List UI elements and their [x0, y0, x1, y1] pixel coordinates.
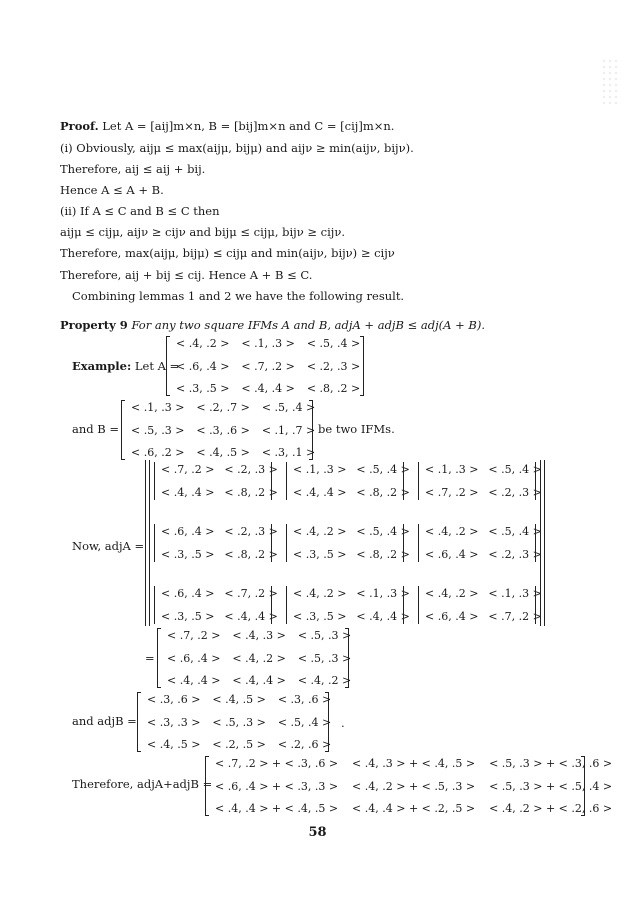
example-head: Example: [72, 359, 132, 373]
cofactor-cell: < .3, .5 > [293, 610, 347, 623]
matrix-adja-cell: < .4, .4 > [167, 674, 221, 687]
matrix-adja-cell: < .5, .3 > [297, 651, 352, 665]
cofactor-row [154, 586, 542, 624]
cofactor-determinant [154, 586, 278, 624]
cofactor-cell: < .5, .4 > [356, 463, 410, 476]
cofactor-cell: < .5, .4 > [488, 525, 542, 538]
matrix-adja-cell: < .7, .2 > [167, 629, 221, 642]
cofactor-determinant [418, 462, 542, 500]
cofactor-cell: < .7, .2 > [488, 610, 542, 623]
cofactor-cell: < .4, .4 > [356, 610, 410, 623]
cofactor-cell: < .6, .4 > [161, 587, 215, 600]
cofactor-determinant [286, 524, 410, 562]
and-b-label: and B = [72, 422, 120, 436]
matrix-sum-cell: < .4, .4 > + < .4, .5 > [215, 802, 339, 815]
cofactor-determinant [418, 524, 542, 562]
proof-line-4: Hence A ≤ A + B. [60, 183, 164, 197]
matrix-adja-cell: < .5, .3 > [297, 629, 352, 642]
matrix-adjb-cell: < .4, .5 > [212, 693, 266, 706]
matrix-adjb-cell: < .3, .3 > [147, 715, 201, 729]
matrix-adjb-cell: < .5, .3 > [212, 715, 266, 729]
matrix-a-cell: < .5, .4 > [306, 337, 361, 350]
cofactor-cell: < .5, .4 > [488, 463, 542, 476]
proof-head: Proof. [60, 119, 99, 133]
proof-line-3: Therefore, aij ≤ aij + bij. [60, 162, 206, 176]
matrix-a-cell: < .2, .3 > [306, 359, 361, 373]
scan-speckle [601, 58, 621, 106]
adjb-period: . [341, 716, 345, 730]
page-number: 58 [308, 825, 327, 840]
proof-line-8: Therefore, aij + bij ≤ cij. Hence A + B ≤ C. [60, 268, 313, 282]
cofactor-cell: < .8, .2 > [356, 486, 410, 499]
property-text: For any two square IFMs A and B, adjA + adjB ≤ adj(A + B). [127, 318, 486, 332]
cofactor-row [154, 524, 542, 562]
matrix-a-cell: < .4, .4 > [241, 382, 295, 395]
proof-line-2: (i) Obviously, aijμ ≤ max(aijμ, bijμ) and aijν ≥ min(aijν, bijν). [60, 141, 414, 155]
proof-line-6: aijμ ≤ cijμ, aijν ≥ cijν and bijμ ≤ cijμ, bijν ≥ cijν. [60, 225, 346, 239]
cofactor-cell: < .2, .3 > [224, 525, 278, 538]
cofactor-determinant [154, 462, 278, 500]
matrix-adjb-cell: < .3, .6 > [147, 693, 201, 706]
matrix-sum-cell: < .4, .4 > + < .2, .5 > [352, 802, 476, 815]
adjb-label: and adjB = [72, 714, 137, 728]
matrix-sum-cell: < .4, .2 > + < .5, .3 > [352, 779, 476, 793]
cofactor-cell: < .4, .2 > [293, 587, 347, 600]
cofactor-cell: < .3, .5 > [161, 610, 215, 623]
cofactor-cell: < .1, .3 > [356, 587, 410, 600]
matrix-adjb-cell: < .3, .6 > [277, 693, 332, 706]
cofactor-determinant [418, 586, 542, 624]
proof-line-1 [60, 121, 394, 133]
matrix-a-cell: < .4, .2 > [176, 337, 230, 350]
cofactor-cell: < .7, .2 > [224, 587, 278, 600]
matrix-sum [205, 756, 613, 816]
example-let-a: Let A = [131, 359, 180, 373]
matrix-b-cell: < .5, .4 > [261, 401, 316, 414]
example-label [72, 361, 179, 373]
matrix-b-cell: < .6, .2 > [131, 446, 185, 459]
matrix-adjb-cell: < .4, .5 > [147, 738, 201, 751]
matrix-sum-cell: < .5, .3 > + < .5, .4 > [489, 779, 613, 793]
proof-line-7: Therefore, max(aijμ, bijμ) ≤ cijμ and min(aijν, bijν) ≥ cijν [60, 246, 395, 260]
matrix-b-cell: < .3, .1 > [261, 446, 316, 459]
cofactor-cell: < .8, .2 > [356, 548, 410, 561]
cofactor-cell: < .6, .4 > [161, 525, 215, 538]
cofactor-cell: < .2, .3 > [488, 486, 542, 499]
cofactor-cell: < .7, .2 > [161, 463, 215, 476]
cofactor-cell: < .7, .2 > [425, 486, 479, 499]
cofactor-determinant [286, 462, 410, 500]
cofactor-cell: < .2, .3 > [488, 548, 542, 561]
be-two-ifms: be two IFMs. [318, 422, 395, 436]
matrix-b-cell: < .1, .7 > [261, 423, 316, 437]
cofactor-determinant [286, 586, 410, 624]
adja-label: Now, adjA = [72, 539, 145, 553]
cofactor-cell: < .6, .4 > [425, 610, 479, 623]
matrix-sum-cell: < .7, .2 > + < .3, .6 > [215, 757, 339, 770]
matrix-sum-cell: < .4, .3 > + < .4, .5 > [352, 757, 476, 770]
adja-cofactor-matrix [145, 460, 545, 626]
cofactor-cell: < .4, .4 > [293, 486, 347, 499]
matrix-adja-cell: < .4, .2 > [297, 674, 352, 687]
property-head: Property 9 [60, 318, 128, 332]
matrix-b-cell: < .3, .6 > [196, 423, 250, 437]
cofactor-cell: < .4, .2 > [425, 525, 479, 538]
cofactor-determinant [154, 524, 278, 562]
matrix-b [121, 400, 316, 460]
matrix-sum-cell: < .6, .4 > + < .3, .3 > [215, 779, 339, 793]
matrix-b-cell: < .2, .7 > [196, 401, 250, 414]
sum-label: Therefore, adjA+adjB = [72, 777, 213, 791]
matrix-adjb-cell: < .5, .4 > [277, 715, 332, 729]
matrix-adja-cell: < .4, .3 > [232, 629, 286, 642]
matrix-adjb [137, 692, 332, 752]
cofactor-cell: < .3, .5 > [293, 548, 347, 561]
matrix-adjb-cell: < .2, .6 > [277, 738, 332, 751]
matrix-a [166, 336, 364, 396]
cofactor-cell: < .2, .3 > [224, 463, 278, 476]
matrix-adja-cell: < .4, .2 > [232, 651, 286, 665]
cofactor-cell: < .1, .3 > [425, 463, 479, 476]
matrix-a-cell: < .8, .2 > [306, 382, 361, 395]
matrix-adja [157, 628, 352, 688]
cofactor-cell: < .4, .4 > [161, 486, 215, 499]
matrix-b-cell: < .1, .3 > [131, 401, 185, 414]
property-statement [60, 320, 485, 332]
cofactor-cell: < .5, .4 > [356, 525, 410, 538]
matrix-b-cell: < .5, .3 > [131, 423, 185, 437]
matrix-adjb-cell: < .2, .5 > [212, 738, 266, 751]
matrix-adja-cell: < .4, .4 > [232, 674, 286, 687]
proof-line-5: (ii) If A ≤ C and B ≤ C then [60, 204, 220, 218]
matrix-sum-cell: < .5, .3 > + < .3, .6 > [489, 757, 613, 770]
cofactor-row [154, 462, 542, 500]
matrix-b-cell: < .4, .5 > [196, 446, 250, 459]
matrix-a-cell: < .1, .3 > [241, 337, 295, 350]
cofactor-cell: < .3, .5 > [161, 548, 215, 561]
matrix-a-cell: < .3, .5 > [176, 382, 230, 395]
cofactor-cell: < .8, .2 > [224, 548, 278, 561]
cofactor-cell: < .6, .4 > [425, 548, 479, 561]
proof-line-9: Combining lemmas 1 and 2 we have the following result. [72, 289, 405, 303]
matrix-sum-cell: < .4, .2 > + < .2, .6 > [489, 802, 613, 815]
cofactor-cell: < .4, .4 > [224, 610, 278, 623]
cofactor-cell: < .4, .2 > [425, 587, 479, 600]
cofactor-cell: < .1, .3 > [488, 587, 542, 600]
matrix-a-cell: < .6, .4 > [176, 359, 230, 373]
cofactor-cell: < .1, .3 > [293, 463, 347, 476]
matrix-adja-cell: < .6, .4 > [167, 651, 221, 665]
cofactor-cell: < .4, .2 > [293, 525, 347, 538]
cofactor-cell: < .8, .2 > [224, 486, 278, 499]
proof-text-1: Let A = [aij]m×n, B = [bij]m×n and C = [cij]m×n. [98, 119, 395, 133]
equals-sign: = [145, 651, 155, 665]
matrix-a-cell: < .7, .2 > [241, 359, 295, 373]
